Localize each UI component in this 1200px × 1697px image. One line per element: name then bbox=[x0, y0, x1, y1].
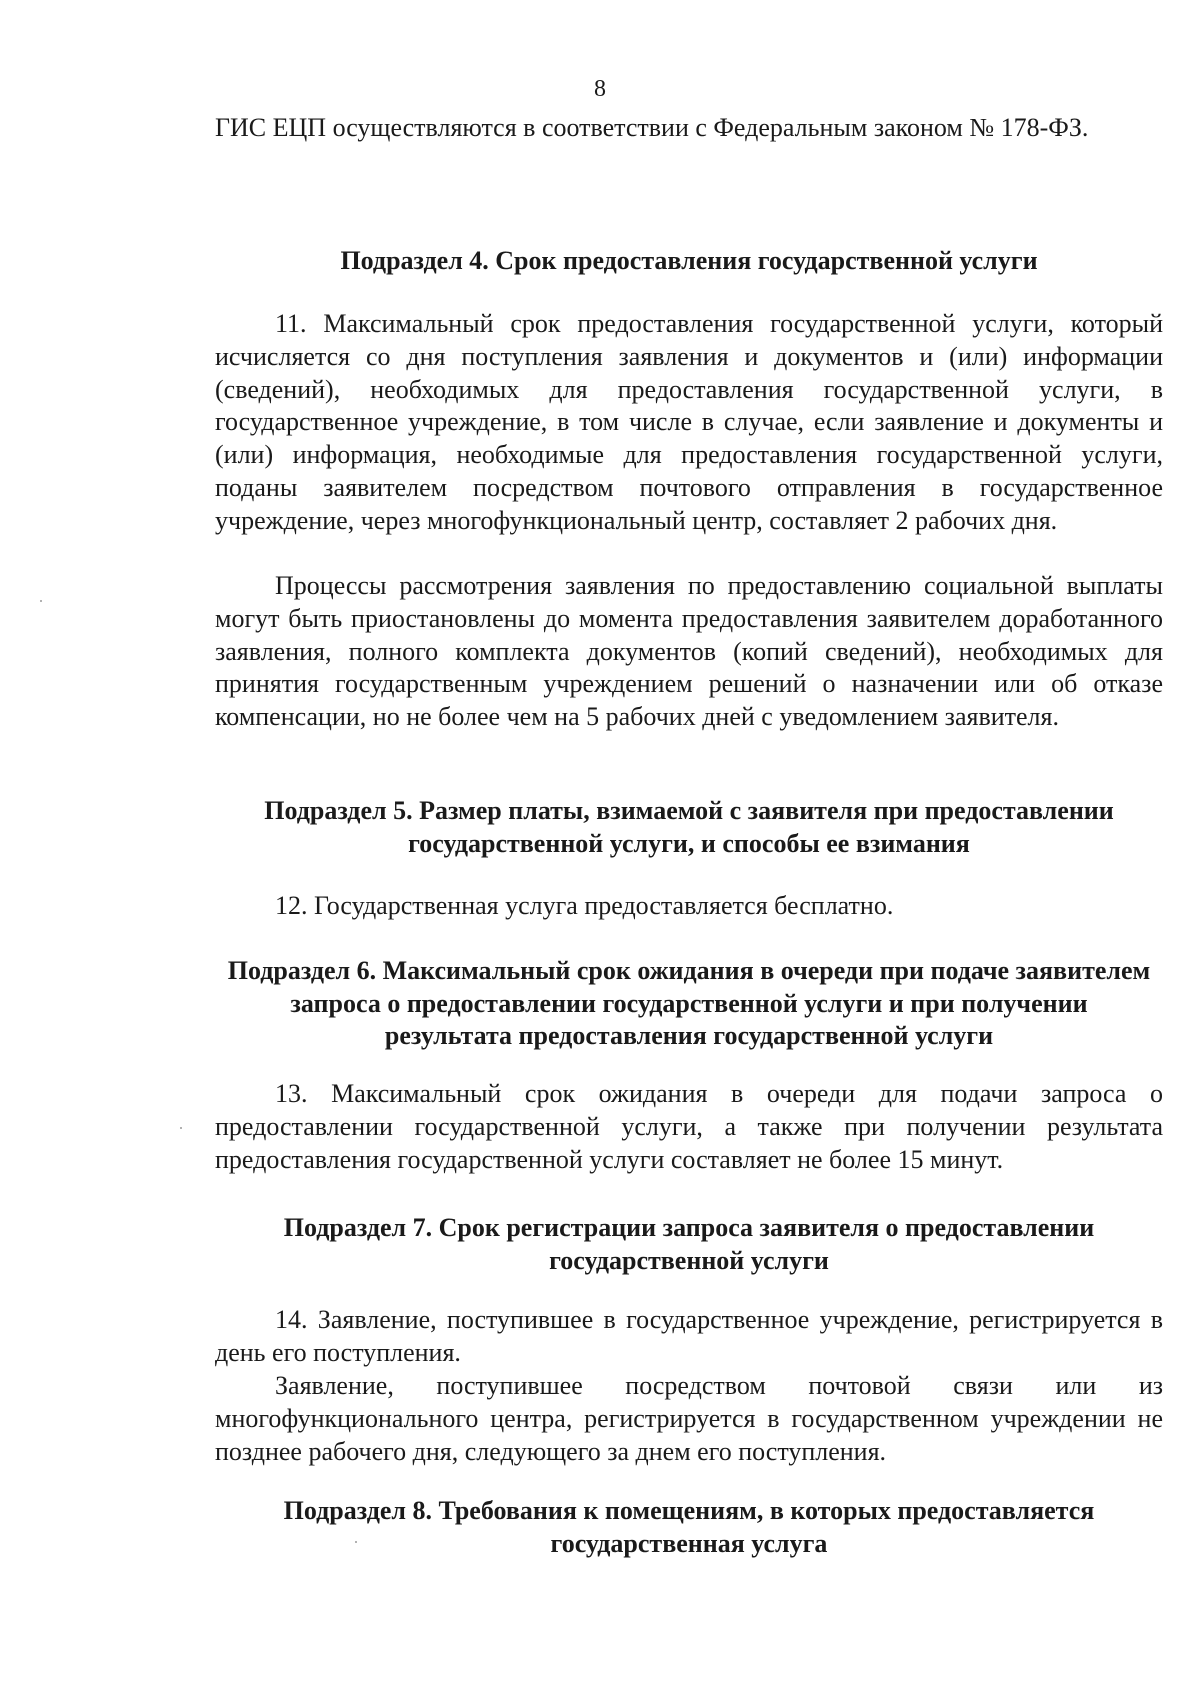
section-7-paragraph-2: Заявление, поступившее посредством почтовой связи или из многофункционального центра, регистрируется в государственном учреждении не позднее рабочего дня, следующего за днем его поступления. bbox=[215, 1371, 1163, 1466]
section-7-heading: Подраздел 7. Срок регистрации запроса заявителя о предоставлении государственной услуги bbox=[283, 1213, 1095, 1275]
section-4-heading: Подраздел 4. Срок предоставления государственной услуги bbox=[340, 246, 1038, 275]
section-4-paragraph-1: 11. Максимальный срок предоставления государственной услуги, который исчисляется со дня поступления заявления и документов и (или) информации (сведений), необходимых для предоставления государственной услуги, в государственное учреждение, в том числе в случае, если заявление и документы и (или) информация, необходимые для предоставления государственной услуги, поданы заявителем посредством почтового отправления в государственное учреждение, через многофункциональный центр, составляет 2 рабочих дня. bbox=[215, 309, 1163, 535]
scan-speck bbox=[355, 1541, 357, 1543]
page-number: 8 bbox=[594, 76, 606, 102]
section-8-heading: Подраздел 8. Требования к помещениям, в которых предоставляется государственная услуга bbox=[283, 1496, 1095, 1558]
section-5-paragraph-1: 12. Государственная услуга предоставляется бесплатно. bbox=[275, 891, 894, 920]
intro-paragraph: ГИС ЕЦП осуществляются в соответствии с Федеральным законом № 178-ФЗ. bbox=[215, 113, 1089, 142]
section-4-paragraph-2: Процессы рассмотрения заявления по предоставлению социальной выплаты могут быть приостановлены до момента предоставления заявителем доработанного заявления, полного комплекта документов (копий сведений), необходимых для принятия государственным учреждением решений о назначении или об отказе компенсации, но не более чем на 5 рабочих дней с уведомлением заявителя. bbox=[215, 571, 1163, 732]
section-6-paragraph-1: 13. Максимальный срок ожидания в очереди для подачи запроса о предоставлении государственной услуги, а также при получении результата предоставления государственной услуги составляет не более 15 минут. bbox=[215, 1079, 1163, 1174]
section-7-paragraph-1: 14. Заявление, поступившее в государственное учреждение, регистрируется в день его поступления. bbox=[215, 1305, 1163, 1367]
scan-speck bbox=[40, 600, 42, 602]
section-5-heading: Подраздел 5. Размер платы, взимаемой с заявителя при предоставлении государственной услуги, и способы ее взимания bbox=[264, 796, 1114, 858]
scan-speck bbox=[180, 1127, 182, 1129]
section-6-heading: Подраздел 6. Максимальный срок ожидания в очереди при подаче заявителем запроса о предоставлении государственной услуги и при получении результата предоставления государственной услуги bbox=[227, 956, 1151, 1050]
